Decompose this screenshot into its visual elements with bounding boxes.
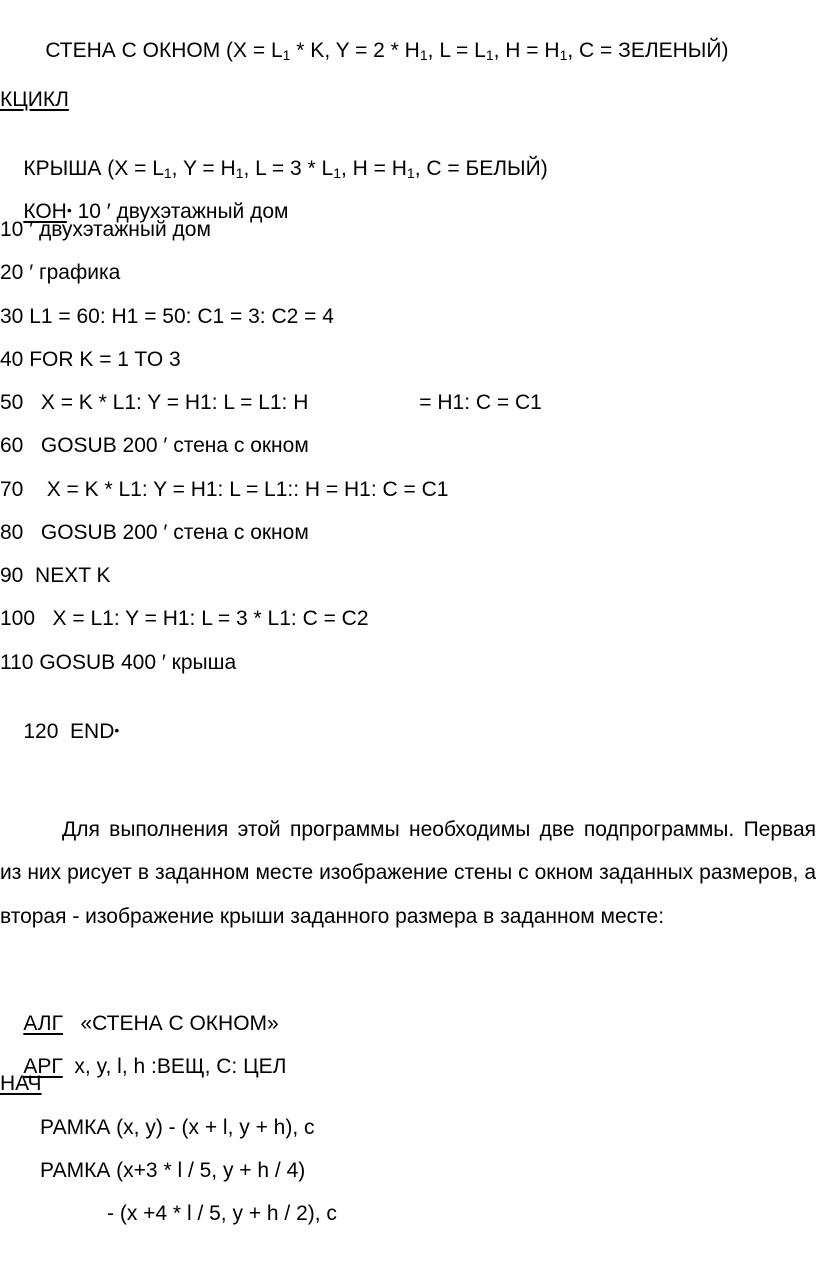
end-line bbox=[0, 693, 120, 743]
code-line: 110 GOSUB 400 ′ крыша bbox=[0, 651, 237, 674]
subscript: 1 bbox=[485, 47, 494, 63]
text-run: , L = L bbox=[427, 39, 486, 62]
alg-keyword: АЛГ bbox=[23, 1012, 63, 1035]
subscript: 1 bbox=[333, 165, 341, 181]
text-run: 120 END bbox=[23, 720, 115, 743]
text-run: , H = H bbox=[340, 157, 407, 180]
algo-body-line: РАМКА (x+3 * l / 5, y + h / 4) bbox=[40, 1159, 306, 1182]
arg-line bbox=[0, 1028, 287, 1078]
algo-body-line: - (x +4 * l / 5, y + h / 2), c bbox=[107, 1202, 337, 1225]
paragraph-text: Для выполнения этой программы необходимы две подпрограммы. Первая из них рисует в заданном месте изображение стены с окном заданных размеров, а вторая - изображение крыши заданного размера в заданном месте: bbox=[0, 818, 816, 928]
text-run: , L = 3 * L bbox=[243, 157, 334, 180]
code-line: 50 X = K * L1: Y = H1: L = L1: H = H1: C = C1 bbox=[0, 391, 542, 414]
code-line: 90 NEXT K bbox=[0, 564, 111, 587]
nach-keyword: НАЧ bbox=[0, 1072, 42, 1095]
subscript: 1 bbox=[419, 47, 428, 63]
subscript: 1 bbox=[235, 165, 244, 181]
alg-line bbox=[0, 985, 279, 1035]
subscript: 1 bbox=[163, 165, 172, 181]
code-line: 60 GOSUB 200 ′ стена с окном bbox=[0, 434, 309, 457]
text-run: , H = H bbox=[493, 39, 560, 62]
text-run: 10 ′ двухэтажный дом bbox=[71, 200, 289, 223]
bullet-dot: • bbox=[66, 202, 72, 218]
code-line: 70 X = K * L1: Y = H1: L = L1:: H = H1: C = C1 bbox=[0, 478, 449, 501]
text-run: * K, Y = 2 * H bbox=[290, 39, 420, 62]
kon-keyword: КОН bbox=[23, 200, 67, 223]
code-line: 20 ′ графика bbox=[0, 261, 121, 284]
kcikl-keyword: КЦИКЛ bbox=[0, 88, 69, 111]
code-line: 100 X = L1: Y = H1: L = 3 * L1: C = C2 bbox=[0, 607, 369, 630]
text-run: КРЫША (X = L bbox=[23, 157, 164, 180]
code-line: 40 FOR K = 1 TO 3 bbox=[0, 348, 181, 371]
body-paragraph bbox=[0, 808, 816, 938]
algo-body-line: РАМКА (x, y) - (x + l, y + h), c bbox=[40, 1116, 315, 1139]
text-run: СТЕНА С ОКНОМ (X = L bbox=[45, 39, 283, 62]
subscript: 1 bbox=[282, 47, 291, 63]
text-run: , C = ЗЕЛЕНЫЙ) bbox=[567, 39, 729, 62]
bullet-dot: • bbox=[114, 722, 120, 738]
text-run: , C = БЕЛЫЙ) bbox=[414, 157, 548, 180]
text-run: x, y, l, h :ВЕЩ, C: ЦЕЛ bbox=[62, 1055, 287, 1078]
roof-call-line bbox=[0, 130, 548, 181]
code-line: 30 L1 = 60: H1 = 50: C1 = 3: C2 = 4 bbox=[0, 305, 334, 328]
kon-line bbox=[0, 173, 289, 223]
code-line: 80 GOSUB 200 ′ стена с окном bbox=[0, 521, 309, 544]
arg-keyword: АРГ bbox=[23, 1055, 63, 1078]
wall-call-line bbox=[22, 12, 729, 63]
text-run: «СТЕНА С ОКНОМ» bbox=[62, 1012, 279, 1035]
subscript: 1 bbox=[559, 47, 568, 63]
subscript: 1 bbox=[406, 165, 415, 181]
code-line: 10 ′ двухэтажный дом bbox=[0, 218, 211, 241]
text-run: , Y = H bbox=[171, 157, 236, 180]
